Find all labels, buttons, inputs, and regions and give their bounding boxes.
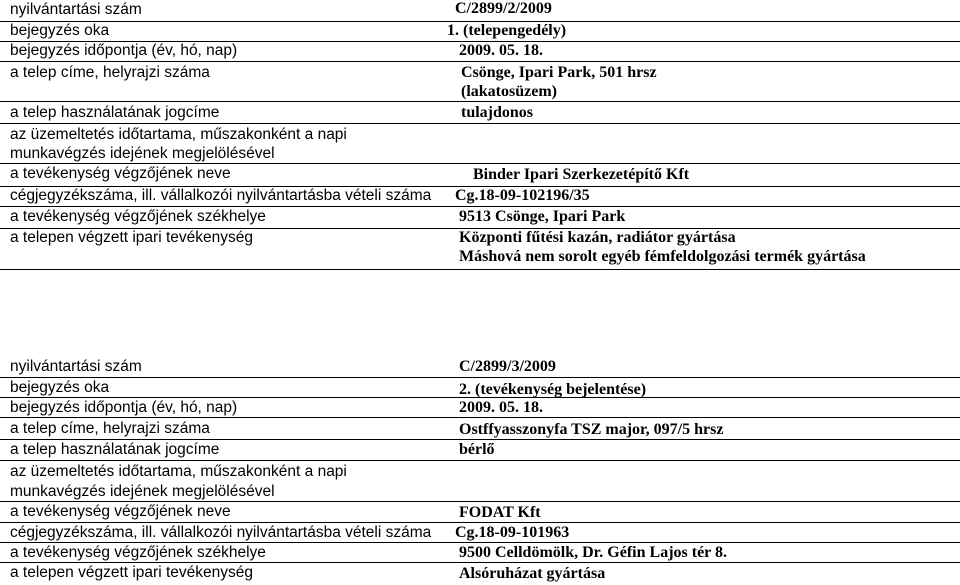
value-title: tulajdonos: [461, 104, 534, 121]
label-company-reg: cégjegyzékszáma, ill. vállalkozói nyilvántartásba vételi száma: [10, 187, 432, 204]
value-operator: FODAT Kft: [459, 504, 541, 521]
label-duration: az üzemeltetés időtartama, műszakonként a napi munkavégzés idejének megjelölésével: [10, 126, 347, 162]
record-2-row-date: [0, 398, 960, 418]
label-reg-number: nyilvántartási szám: [10, 358, 142, 375]
value-company-reg: Cg.18-09-102196/35: [455, 187, 590, 204]
label-title: a telep használatának jogcíme: [10, 441, 220, 458]
record-2-row-reason: [0, 378, 960, 398]
value-reason: 2. (tevékenység bejelentése): [459, 381, 647, 398]
record-2-row-operator: [0, 502, 960, 523]
record-1-row-company-reg: [0, 187, 960, 207]
value-seat: 9513 Csönge, Ipari Park: [459, 208, 626, 225]
value-activity: Alsóruházat gyártása: [459, 565, 606, 582]
record-2-row-activity: [0, 563, 960, 584]
value-date: 2009. 05. 18.: [459, 399, 543, 416]
label-date: bejegyzés időpontja (év, hó, nap): [10, 399, 238, 416]
label-activity: a telepen végzett ipari tevékenység: [10, 564, 253, 581]
record-2-row-company-reg: [0, 523, 960, 543]
label-address: a telep címe, helyrajzi száma: [10, 64, 210, 81]
label-operator: a tevékenység végzőjének neve: [10, 503, 231, 520]
record-1-row-seat: [0, 207, 960, 229]
label-date: bejegyzés időpontja (év, hó, nap): [10, 42, 238, 59]
record-2-row-duration: [0, 461, 960, 502]
record-1-row-address: [0, 62, 960, 102]
record-2-row-seat: [0, 543, 960, 563]
value-address-line2: (lakatosüzem): [461, 83, 557, 100]
value-date: 2009. 05. 18.: [459, 42, 543, 59]
record-2-row-reg-number: [0, 357, 960, 378]
record-1-row-duration: [0, 124, 960, 164]
record-1-row-activity: [0, 229, 960, 270]
record-1-row-reg-number: [0, 0, 960, 22]
record-2-row-title: [0, 440, 960, 461]
label-title: a telep használatának jogcíme: [10, 104, 220, 121]
label-duration: az üzemeltetés időtartama, műszakonként a napi munkavégzés idejének megjelölésével: [10, 463, 347, 500]
record-1-row-date: [0, 42, 960, 62]
value-reg-number: C/2899/3/2009: [459, 358, 556, 375]
value-reg-number: C/2899/2/2009: [455, 0, 552, 17]
label-activity: a telepen végzett ipari tevékenység: [10, 229, 253, 246]
label-address: a telep címe, helyrajzi száma: [10, 420, 210, 437]
record-1-row-operator: [0, 164, 960, 187]
record-2-row-address: [0, 418, 960, 440]
value-activity-line2: Máshová nem sorolt egyéb fémfeldolgozási termék gyártása: [459, 248, 866, 265]
value-reason: 1. (telepengedély): [447, 22, 567, 39]
value-address-line1: Csönge, Ipari Park, 501 hrsz: [461, 64, 657, 81]
label-seat: a tevékenység végzőjének székhelye: [10, 208, 266, 225]
label-company-reg: cégjegyzékszáma, ill. vállalkozói nyilvántartásba vételi száma: [10, 524, 432, 541]
label-reason: bejegyzés oka: [10, 379, 110, 396]
label-seat: a tevékenység végzőjének székhelye: [10, 544, 266, 561]
label-reason: bejegyzés oka: [10, 22, 110, 39]
value-activity-line1: Központi fűtési kazán, radiátor gyártása: [459, 229, 736, 246]
record-1-row-title: [0, 102, 960, 124]
value-seat: 9500 Celldömölk, Dr. Géfin Lajos tér 8.: [459, 544, 727, 561]
value-operator: Binder Ipari Szerkezetépítő Kft: [473, 166, 690, 183]
value-company-reg: Cg.18-09-101963: [455, 524, 570, 541]
record-1-row-reason: [0, 22, 960, 42]
label-operator: a tevékenység végzőjének neve: [10, 165, 231, 182]
label-reg-number: nyilvántartási szám: [10, 1, 142, 18]
value-title: bérlő: [459, 441, 495, 458]
value-address: Ostffyasszonyfa TSZ major, 097/5 hrsz: [459, 421, 724, 438]
